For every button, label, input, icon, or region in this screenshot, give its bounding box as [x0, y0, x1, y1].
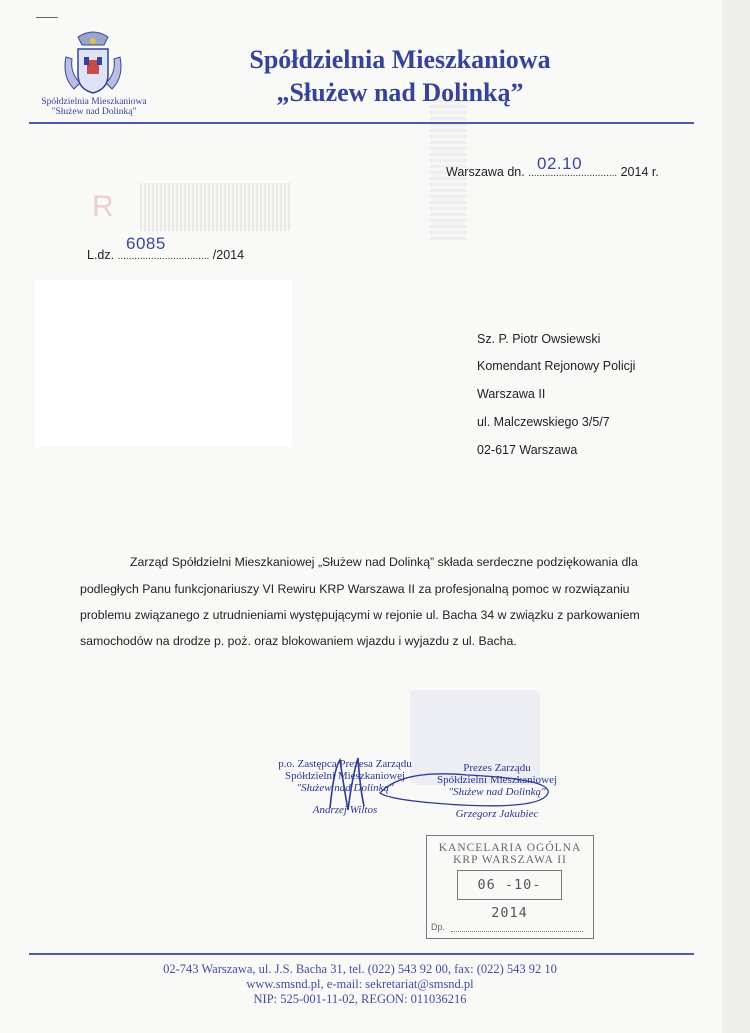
addressee-line-3: Warszawa II	[477, 387, 546, 401]
logo-caption-line2: "Służew nad Dolinką"	[51, 107, 137, 117]
date-dots: ................................	[528, 168, 618, 179]
footer-ids: NIP: 525-001-11-02, REGON: 011036216	[253, 992, 467, 1006]
bleed-through-r: R	[92, 190, 114, 223]
date-suffix: 2014 r.	[620, 165, 659, 179]
letterhead-title: Spółdzielnia Mieszkaniowa	[249, 45, 551, 74]
bleed-through-barcode	[140, 183, 290, 231]
signature-left-line1: p.o. Zastępca Prezesa Zarządu	[278, 758, 412, 770]
handwritten-signature-right-icon	[372, 765, 562, 815]
header-rule	[29, 122, 694, 124]
logo-caption-line1: Spółdzielnia Mieszkaniowa	[41, 97, 147, 107]
stamp-line2: KRP WARSZAWA II	[453, 854, 567, 866]
receipt-stamp	[426, 835, 594, 939]
reference-suffix: /2014	[212, 248, 245, 262]
signature-left-name: Andrzej Wiltos	[312, 804, 378, 816]
signature-right-line1: Prezes Zarządu	[463, 762, 531, 774]
stamp-line1: KANCELARIA OGÓLNA	[438, 842, 582, 854]
corner-mark	[36, 17, 58, 18]
signature-left-line2: Spółdzielni Mieszkaniowej	[284, 770, 406, 782]
footer-address: 02-743 Warszawa, ul. J.S. Bacha 31, tel. (022) 543 92 00, fax: (022) 543 92 10	[163, 962, 557, 976]
signature-right-name: Grzegorz Jakubiec	[455, 808, 539, 820]
footer-web: www.smsnd.pl, e-mail: sekretariat@smsnd.pl	[246, 977, 474, 991]
signature-right-line2: Spółdzielni Mieszkaniowej	[436, 774, 558, 786]
crest-logo-icon	[60, 27, 126, 97]
footer-rule	[29, 953, 694, 955]
reference-handwritten: 6085	[126, 234, 166, 253]
body-line-4: samochodów na drodze p. poż. oraz blokowaniem wjazdu i wyjazdu z ul. Bacha.	[80, 634, 517, 648]
scan-edge	[722, 0, 750, 1033]
body-line-2: podległych Panu funkcjonariuszy VI Rewiru KRP Warszawa II za profesjonalną pomoc w rozwiązaniu	[80, 582, 630, 596]
date-handwritten: 02.10	[537, 154, 583, 173]
addressee-line-1: Sz. P. Piotr Owsiewski	[477, 332, 601, 346]
redacted-area	[35, 280, 292, 447]
handwritten-signature-left-icon	[320, 748, 380, 818]
addressee-line-4: ul. Malczewskiego 3/5/7	[477, 415, 610, 429]
stamp-dp-label: Dp.	[431, 922, 446, 932]
date-prefix: Warszawa dn.	[446, 165, 525, 179]
reference-prefix: L.dz.	[87, 248, 115, 262]
body-line-3: problemu związanego z utrudnieniami występującymi w rejonie ul. Bacha 34 w związku z parkowaniem	[80, 608, 640, 622]
reference-dots: .................................	[117, 251, 210, 262]
addressee-line-5: 02-617 Warszawa	[477, 443, 578, 457]
stamp-dp-dots	[451, 931, 583, 932]
signature-right-line3: "Służew nad Dolinką"	[448, 786, 546, 798]
stamp-date: 06 -10- 2014	[457, 870, 562, 900]
letterhead-subtitle: „Służew nad Dolinką”	[276, 78, 524, 107]
signature-left-line3: "Służew nad Dolinką"	[296, 782, 394, 794]
addressee-line-2: Komendant Rejonowy Policji	[477, 359, 636, 373]
body-line-1: Zarząd Spółdzielni Mieszkaniowej „Służew nad Dolinką” składa serdeczne podziękowania dla	[130, 555, 638, 569]
